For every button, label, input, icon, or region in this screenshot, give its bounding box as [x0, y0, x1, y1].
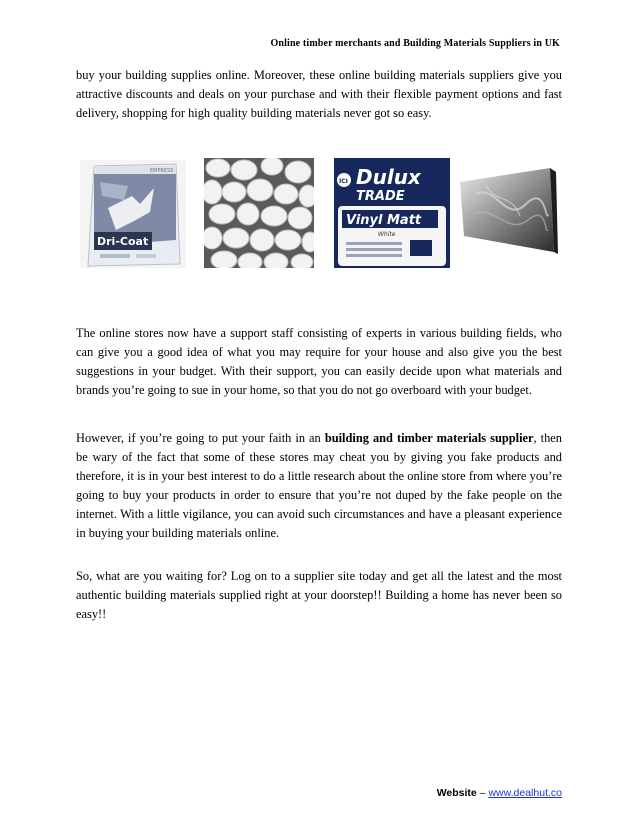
- supplier-keyword: building and timber materials supplier: [324, 431, 534, 445]
- footer-separator: –: [476, 787, 489, 799]
- white-pebbles-image: [204, 158, 314, 268]
- paragraph-closing: So, what are you waiting for? Log on to a supplier site today and get all the latest and the most authentic building materials supplied right at your doorstep!! Building a home has never been so easy!!: [76, 569, 562, 621]
- paragraph-support: The online stores now have a support staff consisting of experts in various building fields, who can give you a good idea of what you may require for your house and also give you the best suggestions in your budget. With their support, you can easily decide upon what materials and brands you’re going to sue in your home, so that you do not go overboard with your budget.: [76, 326, 562, 397]
- dulux-trade-text: TRADE: [356, 189, 405, 204]
- bag-top-text: EMPRESS: [150, 168, 174, 174]
- vinyl-matt-text: Vinyl Matt: [346, 213, 422, 228]
- bag-brand-text: Dri-Coat: [97, 235, 149, 248]
- paragraph-intro: buy your building supplies online. Moreover, these online building materials suppliers give you attractive discounts and deals on your purchase and with their flexible payment options and fast delivery, shopping for high quality building materials never got so easy.: [76, 68, 562, 120]
- dricoat-bag-image: [80, 160, 186, 268]
- website-link[interactable]: www.dealhut.co: [488, 787, 562, 799]
- page-footer: [437, 787, 562, 799]
- paragraph-warning-start: However, if you’re going to put your faith in an: [76, 431, 325, 445]
- product-images: [80, 158, 560, 273]
- paragraph-warning: [76, 429, 562, 543]
- metal-panel-image: [456, 164, 560, 260]
- page-header: Online timber merchants and Building Materials Suppliers in UK: [270, 38, 560, 49]
- paint-color-text: White: [378, 231, 396, 238]
- ici-logo-text: ICI: [339, 178, 348, 185]
- paragraph-warning-end: , then be wary of the fact that some of these stores may cheat you by giving you fake products and therefore, it is in your best interest to do a little research about the online store from where you’re going to buy your products in order to ensure that you’re not duped by the fake people on the internet. With a little vigilance, you can avoid such circumstances and have a pleasant experience in buying your building materials online.: [76, 431, 563, 540]
- dulux-paint-image: [334, 158, 450, 268]
- website-label: Website: [436, 787, 477, 799]
- dulux-brand-text: Dulux: [356, 165, 421, 189]
